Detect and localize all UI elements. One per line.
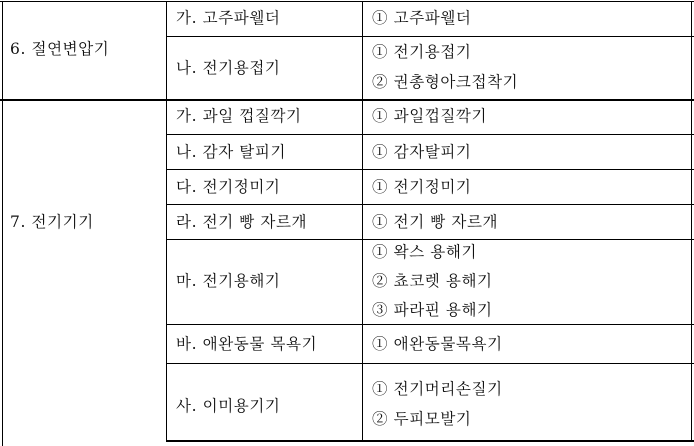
- category-cell: 7. 전기기기: [10, 213, 94, 231]
- item-name-cell: 나. 전기용접기: [176, 59, 281, 77]
- column-border: [691, 1, 692, 442]
- product-line: ① 전기머리손질기: [372, 380, 503, 398]
- row-border: [166, 363, 694, 364]
- item-name-cell: 마. 전기용해기: [176, 272, 281, 290]
- item-name-cell: 다. 전기정미기: [176, 178, 281, 196]
- row-border: [166, 134, 694, 135]
- column-border: [2, 1, 3, 446]
- product-line: ① 전기용접기: [372, 43, 472, 61]
- item-name-cell: 나. 감자 탈피기: [176, 143, 287, 161]
- product-line: ① 왁스 용해기: [372, 243, 478, 261]
- row-border: [166, 440, 694, 442]
- row-border: [166, 169, 694, 170]
- item-name-cell: 사. 이미용기기: [176, 397, 281, 415]
- item-name-cell: 라. 전기 빵 자르개: [176, 213, 308, 231]
- product-line: ② 두피모발기: [372, 410, 472, 428]
- row-border: [166, 204, 694, 205]
- column-border: [362, 1, 363, 442]
- product-line: ② 권총형아크접착기: [372, 73, 519, 91]
- row-border: [166, 239, 694, 240]
- product-line: ① 전기 빵 자르개: [372, 213, 499, 231]
- row-border: [166, 324, 694, 325]
- product-line: ① 전기정미기: [372, 178, 472, 196]
- item-name-cell: 바. 애완동물 목욕기: [176, 335, 318, 353]
- item-name-cell: 가. 고주파웰더: [176, 9, 281, 27]
- product-line: ① 과일껍질깍기: [372, 107, 488, 125]
- item-name-cell: 가. 과일 껍질깍기: [176, 107, 302, 125]
- category-cell: 6. 절연변압기: [10, 40, 110, 58]
- product-line: ① 감자탈피기: [372, 143, 472, 161]
- row-border: [0, 99, 694, 101]
- product-line: ③ 파라핀 용해기: [372, 301, 493, 319]
- product-line: ② 쵸코렛 용해기: [372, 272, 493, 290]
- row-border: [0, 1, 694, 2]
- product-line: ① 고주파웰더: [372, 9, 472, 27]
- product-line: ① 애완동물목욕기: [372, 335, 503, 353]
- column-border: [166, 1, 167, 442]
- row-border: [166, 36, 694, 37]
